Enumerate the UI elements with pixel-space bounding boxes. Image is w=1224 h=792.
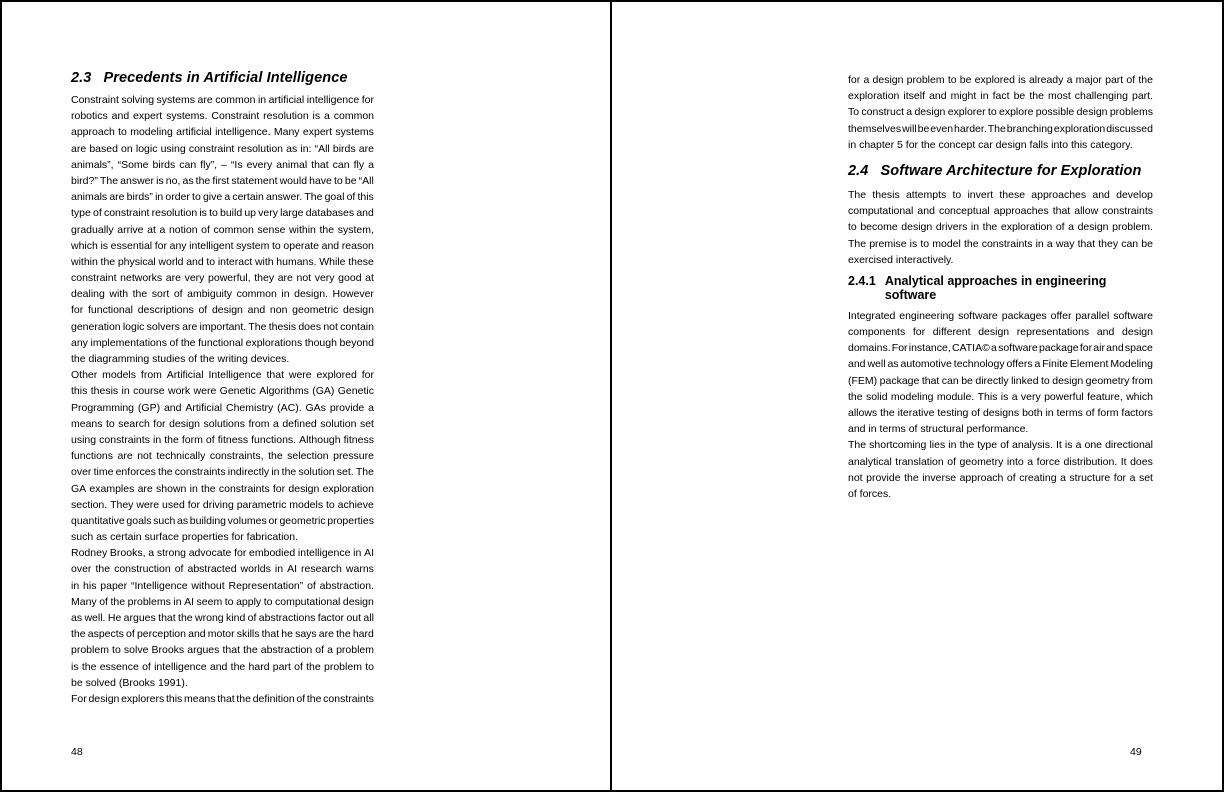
text-line: components for different design representations and design xyxy=(848,326,1153,339)
page-right xyxy=(848,72,1153,502)
text-line: robotics and expert systems. Constraint resolution is a common xyxy=(71,110,374,123)
text-line: such as certain surface properties for fabrication. xyxy=(71,531,299,544)
page-number-left: 48 xyxy=(71,746,83,758)
text-line: over the construction of abstracted worlds in AI research warns xyxy=(71,563,374,576)
text-line: quantitative goals such as building volumes or geometric properties xyxy=(71,514,374,527)
section-heading-2-3 xyxy=(71,69,374,87)
text-line: Constraint solving systems are common in artificial intelligence for xyxy=(71,94,374,106)
text-line: generation logic solvers are important. The thesis does not contain xyxy=(71,320,374,333)
section-title: Precedents in Artificial Intelligence xyxy=(103,70,348,86)
text-line: Integrated engineering software packages offer parallel software xyxy=(848,309,1153,322)
text-line: The premise is to model the constraints in a way that they can be xyxy=(848,237,1153,250)
text-line: which is essential for any intelligent system to operate and reason xyxy=(71,239,374,252)
text-line: constraint networks are very powerful, they are not very good at xyxy=(71,272,374,285)
text-line: The thesis attempts to invert these approaches and develop xyxy=(848,188,1153,201)
text-line: problem to solve Brooks argues that the abstraction of a problem xyxy=(71,644,374,657)
text-line: for functional descriptions of design and non geometric design xyxy=(71,304,374,317)
section-number: 2.3 xyxy=(71,70,92,86)
text-line: (FEM) package that can be directly linked to design geometry from xyxy=(848,374,1153,387)
text-line: within the physical world and to interact with humans. While these xyxy=(71,255,374,268)
text-line: not provide the inverse approach of creating a structure for a set xyxy=(848,471,1153,484)
text-line: means to search for design solutions from a defined solution set xyxy=(71,417,374,430)
text-line: Other models from Artificial Intelligence that were explored for xyxy=(71,369,374,382)
section-heading-2-4 xyxy=(848,162,1153,180)
text-line: domains. For instance, CATIA© a software package for air and space xyxy=(848,342,1153,355)
text-line: For design explorers this means that the definition of the constraints xyxy=(71,692,374,705)
text-line: allows the iterative testing of designs both in terms of form factors xyxy=(848,407,1153,419)
text-line: The shortcoming lies in the type of analysis. It is a one directional xyxy=(848,439,1153,452)
text-line: Many of the problems in AI seem to apply to computational design xyxy=(71,595,374,608)
text-line: themselves will be even harder. The branching exploration discussed xyxy=(848,122,1153,135)
text-line: and in terms of structural performance. xyxy=(848,423,1029,436)
text-line: animals”, “Some birds can fly”, – “Is every animal that can fly a xyxy=(71,158,374,171)
text-line: be solved (Brooks 1991). xyxy=(71,676,188,689)
text-line: the diagramming studies of the writing devices. xyxy=(71,353,290,365)
text-line: for a design problem to be explored is already a major part of the xyxy=(848,74,1153,86)
text-line: exploration itself and might in fact be the most challenging part. xyxy=(848,90,1153,103)
text-line: functions are not technically constraints, the selection pressure xyxy=(71,450,374,463)
text-line: in chapter 5 for the concept car design falls into this category. xyxy=(848,138,1133,151)
text-line: animals are birds” in order to give a certain answer. The goal of this xyxy=(71,191,374,204)
text-line: GA examples are shown in the constraints for design exploration xyxy=(71,482,374,495)
right-page-continuation xyxy=(848,72,1153,153)
text-line: computational and conceptual approaches that allow constraints xyxy=(848,205,1153,218)
section-title: Software Architecture for Exploration xyxy=(880,162,1142,179)
text-line: over time enforces the constraints indirectly in the solution set. The xyxy=(71,466,374,479)
text-line: any implementations of the functional explorations though beyond xyxy=(71,336,374,349)
text-line: analytical translation of geometry into a force distribution. It does xyxy=(848,455,1153,468)
text-line: in his paper “Intelligence without Representation” of abstraction. xyxy=(71,579,374,592)
text-line: are based on logic using constraint resolution as in: “All birds are xyxy=(71,142,374,155)
text-line: as well. He argues that the wrong kind of abstractions factor out all xyxy=(71,612,374,624)
text-line: exercised interactively. xyxy=(848,253,954,266)
text-line: of forces. xyxy=(848,487,892,500)
text-line: Programming (GP) and Artificial Chemistry (AC). GAs provide a xyxy=(71,401,374,414)
text-line: gradually arrive at a notion of common sense within the system, xyxy=(71,223,374,236)
text-line: section. They were used for driving parametric models to achieve xyxy=(71,498,374,511)
text-line: dealing with the sort of ambiguity common in design. However xyxy=(71,288,374,301)
text-line: using constraints in the form of fitness functions. Although fitness xyxy=(71,433,374,446)
text-line: this thesis in course work were Genetic Algorithms (GA) Genetic xyxy=(71,385,374,398)
page-number-right: 49 xyxy=(1130,746,1142,758)
text-line: is the essence of intelligence and the hard part of the problem to xyxy=(71,660,374,673)
page-left xyxy=(71,69,374,707)
text-line: type of constraint resolution is to build up very large databases and xyxy=(71,207,374,220)
text-line: the aspects of perception and motor skills that he says are the hard xyxy=(71,628,374,641)
section-2-4-body xyxy=(848,187,1153,268)
page-divider xyxy=(610,2,612,790)
left-page-body xyxy=(71,92,374,707)
subsection-title: Analytical approaches in engineering software xyxy=(884,273,1107,302)
text-line: and well as automotive technology offers a Finite Element Modeling xyxy=(848,358,1153,371)
text-line: To construct a design explorer to explore possible design problems xyxy=(848,106,1153,119)
subsection-heading-2-4-1 xyxy=(848,274,1153,302)
subsection-number: 2.4.1 xyxy=(848,273,876,288)
text-line: the solid modeling module. This is a very powerful feature, which xyxy=(848,390,1153,403)
text-line: bird?” The answer is no, as the first statement would have to be “All xyxy=(71,174,374,187)
subsection-2-4-1-body xyxy=(848,308,1153,502)
text-line: to become design drivers in the exploration of a design problem. xyxy=(848,221,1153,234)
section-number: 2.4 xyxy=(848,162,869,179)
text-line: approach to modeling artificial intelligence. Many expert systems xyxy=(71,126,374,139)
text-line: Rodney Brooks, a strong advocate for embodied intelligence in AI xyxy=(71,547,374,560)
